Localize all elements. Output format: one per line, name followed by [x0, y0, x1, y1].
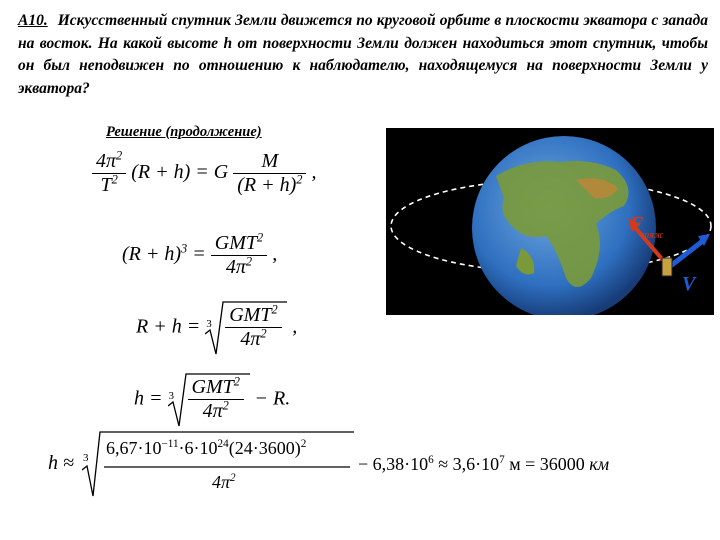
problem-statement: [18, 10, 708, 100]
eq1-tail: ,: [311, 161, 317, 184]
force-label: F: [630, 213, 644, 235]
eq2-equals: =: [192, 243, 206, 266]
equation-4: [134, 372, 290, 428]
eq3-tail: ,: [292, 315, 298, 338]
solution-title: Решение (продолжение): [106, 124, 262, 140]
equation-1: [92, 150, 316, 197]
earth-orbit-illustration: [386, 128, 714, 315]
eq1-left-fraction: $\frac{4\pi^2}{T^2}$: [92, 150, 126, 197]
eq3-root: 3 GMT$^2$ $4\pi^2$: [205, 300, 287, 356]
eq1-middle: (R + h) = G: [131, 161, 229, 184]
eq2-lhs: (R + h): [122, 243, 182, 266]
eq4-root: 3 GMT$^2$ $4\pi^2$: [168, 372, 250, 428]
satellite-icon: [662, 258, 672, 276]
eq5-result: − $6,38\cdot 10^6 \approx 3,6\cdot 10^7$ м = 36000 км: [358, 454, 610, 474]
eq5-numerator: $6,67\cdot 10^{-11}\cdot 6\cdot 10^{24}(24\cdot 3600)^2$: [106, 438, 307, 458]
eq5-root: 3 $6,67\cdot 10^{-11}\cdot 6\cdot 10^{24}(24\cdot 3600)^2$ $4\pi^2$: [82, 430, 354, 498]
problem-text: Искусственный спутник Земли движется по круговой орбите в плоскости экватора с запада на восток. На какой высоте h от поверхности Земли должен находиться этот спутник, чтобы он был неподвижен по отношению к наблюдателю, находящемуся на поверхности Земли у экватора?: [18, 12, 708, 97]
force-subscript: тяж: [642, 230, 664, 241]
problem-number: А10.: [18, 12, 48, 29]
eq2-tail: ,: [272, 243, 278, 266]
eq5-denominator: $4\pi^2$: [212, 472, 236, 492]
earth-orbit-figure: [386, 128, 714, 315]
eq1-right-fraction: $\frac{M}{(R + h)^2}$: [233, 150, 306, 197]
velocity-label: V: [682, 273, 696, 295]
eq4-lhs: h =: [134, 387, 163, 410]
equation-3: [136, 300, 297, 356]
velocity-arrow: [668, 240, 704, 268]
eq3-lhs: R + h =: [136, 315, 201, 338]
eq5-lhs: h ≈: [48, 452, 74, 474]
eq2-fraction: $\frac{GMT^2}{4\pi^2}$: [211, 232, 267, 279]
equation-2: $(R + h)^3$ = $\frac{GMT^2}{4\pi^2}$ ,: [122, 230, 278, 278]
eq4-tail: − R.: [254, 387, 291, 410]
